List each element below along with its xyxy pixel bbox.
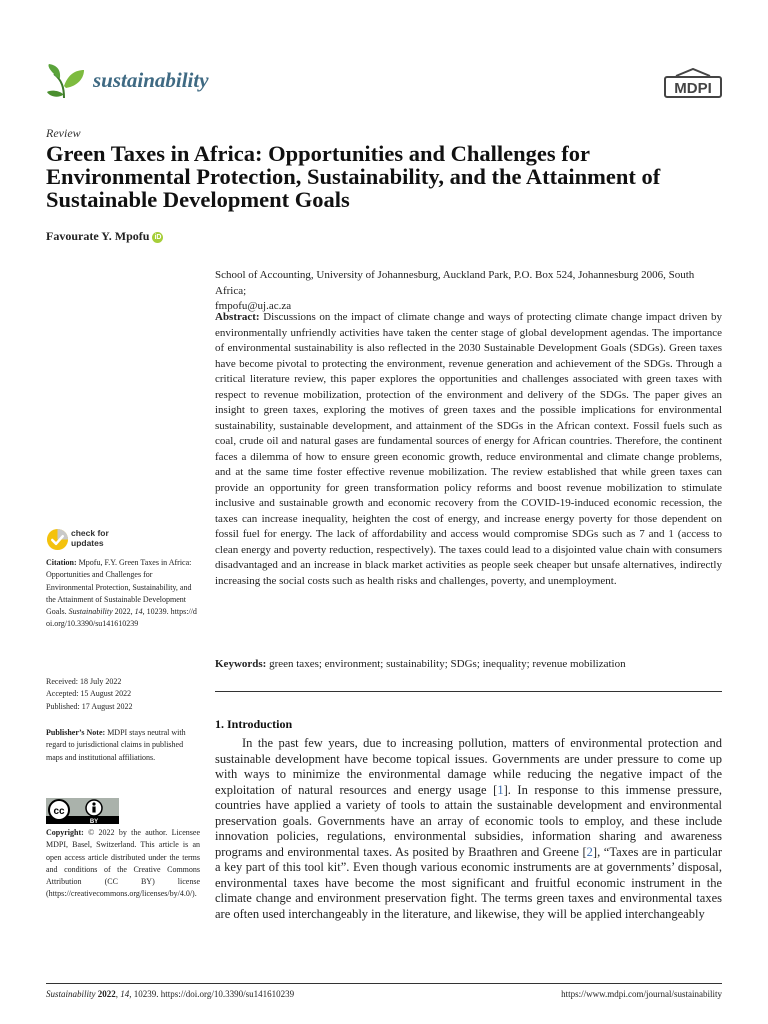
affiliation-address: School of Accounting, University of Johannesburg, Auckland Park, P.O. Box 524, Johannesburg 2006, South Africa;: [215, 269, 695, 297]
orcid-icon[interactable]: iD: [154, 234, 162, 241]
citation-article-number: 10239.: [146, 607, 169, 617]
cc-mark: cc: [53, 806, 65, 817]
copyright-label: Copyright:: [46, 828, 84, 837]
sustainability-leaf-icon: [46, 64, 86, 100]
check-line-1: check for: [71, 528, 109, 538]
abstract-text: Discussions on the impact of climate change and ways of protecting climate change impact driven by environmentally unfriendly activities have taken the center stage of global development agendas. The importance of environmental sustainability is also reflected in the 2030 Sustainable Development Goals (SDGs). Green taxes have become pivotal to protecting the environment, revenue generation and achievement of the SDGs. Through a critical literature review, this paper explores the opportunities and challenges associated with green taxes with respect to revenue mobilization, protection of the environment and delivery of the SDGs. The paper gives an insight to green taxes, exploring the motives of green taxes and the possible implications for environmental sustainability, sustainable development, and attainment of the SDGs in the African context. Fossil fuels such as coal, crude oil and natural gases are fundamental sources of energy for African countries. Therefore, the continent faces a dilemma of how to ensure green economic growth, reduce environmental and climate change problems, and at the same time foster effective revenue mobilization. The review established that while green taxes can provide an opportunity for green transformation policy reforms and boost revenue mobilization to stimulate inclusive and sustainable growth and economic recovery from the COVID-19-induced economic recession, the taxes can increase inequality, heighten the cost of energy, and increase energy poverty for those dependent on fossil fuel for energy. The lack of affordability and access would compromise SDGs such as 7 and 1 (access to clean energy and poverty reduction, respectively). The taxes could lead to a disjointed value chain with consumers disadvantaged and an increase in black market activities as people seek cheaper but unsafe alternatives, indirectly increasing the social costs such as health risks and challenges, poverty, and unemployment.: [215, 311, 722, 587]
citation-year: 2022: [114, 607, 131, 617]
footer-volume: 14: [120, 989, 130, 999]
footer-doi-link[interactable]: 10239. https://doi.org/10.3390/su141610239: [133, 989, 295, 999]
intro-text-a: In the past few years, due to increasing pollution, matters of environmental protection and sustainable development have become topical issues. Governments are under pressure to come up with ways to minimize the environmental damage while reducing the negative impact of the exploitation of natural resources and energy usage [: [215, 736, 722, 797]
journal-name: sustainability: [93, 68, 209, 92]
citation-journal: Sustainability: [68, 607, 113, 617]
keywords: [215, 657, 722, 673]
publishers-note-text: MDPI stays neutral with regard to jurisdictional claims in published maps and institutional affiliations.: [46, 728, 186, 762]
check-for-updates-icon: [46, 528, 69, 551]
check-for-updates-button[interactable]: [46, 528, 156, 552]
section-divider: [215, 691, 722, 692]
check-line-2: updates: [71, 537, 104, 548]
author-name[interactable]: Favourate Y. Mpofu: [46, 229, 150, 243]
citation-link-2[interactable]: 2: [586, 844, 593, 859]
publishers-note-label: Publisher’s Note:: [46, 728, 106, 737]
footer-year: 2022: [97, 989, 116, 999]
mdpi-logo-text: MDPI: [674, 80, 712, 97]
section-heading-introduction: 1. Introduction: [215, 717, 293, 731]
keywords-text: green taxes; environment; sustainability; SDGs; inequality; revenue mobilization: [269, 658, 626, 670]
citation-label: Citation:: [46, 558, 77, 567]
citation-doi-link[interactable]: https://doi.org/10.3390/su141610239: [46, 607, 197, 629]
article-type: Review: [46, 126, 81, 140]
abstract: [215, 310, 722, 589]
citation-link-1[interactable]: 1: [497, 782, 504, 797]
introduction-paragraph: [215, 736, 722, 923]
keywords-label: Keywords:: [215, 658, 267, 670]
footer-journal: Sustainability: [46, 989, 96, 999]
author-email[interactable]: fmpofu@uj.ac.za: [215, 300, 292, 312]
citation-volume: 14: [134, 607, 143, 617]
published-date: Published: 17 August 2022: [46, 701, 133, 711]
publishers-note: [46, 727, 200, 764]
author-line: [46, 229, 163, 244]
copyright-text: © 2022 by the author. Licensee MDPI, Basel, Switzerland. This article is an open access article distributed under the terms and conditions of the Creative Commons Attribution (CC BY) license (https://creativecommons.org/licenses/by/4.0/).: [46, 828, 200, 899]
intro-text-b: ]. In response to this immense pressure, countries have applied a variety of tools to attain the sustainable development and environmental preservation goals. Governments have an array of economic tools to employ, and these include innovation policies, regulations, environmental subsidies, information sharing and awareness programs and environmental taxes. As posited by Braathren and Greene [: [215, 782, 722, 859]
check-for-updates-label: [71, 529, 109, 548]
affiliation: [215, 268, 722, 315]
received-date: Received: 18 July 2022: [46, 677, 122, 686]
article-title: Green Taxes in Africa: Opportunities and Challenges for Environmental Protection, Sustainability, and the Attainment of Sustainable Development Goals: [46, 141, 661, 212]
intro-text-c: ], “Taxes are in particular a key part of this tool kit”. Even though various economic instruments are at governments’ disposal, environmental taxes have become the most significant and fruitful economic instrument in the climate change and environment preservation fight. The terms green taxes and environmental taxes are often used interchangeably in the literature, and likewise, they will be applied interchangeably: [215, 844, 722, 922]
citation-text: Mpofu, F.Y. Green Taxes in Africa: Opportunities and Challenges for Environmental Protection, Sustainability, and the Attainment of Sustainable Development Goals.: [46, 558, 192, 617]
copyright-notice: [46, 827, 200, 901]
footer-divider: [46, 983, 722, 984]
accepted-date: Accepted: 15 August 2022: [46, 689, 132, 699]
abstract-label: Abstract:: [215, 311, 260, 323]
by-mark: BY: [89, 819, 99, 824]
introduction-body: [215, 736, 722, 923]
publication-dates: [46, 676, 200, 713]
cc-by-license-icon[interactable]: [46, 798, 119, 824]
citation-block: Citation: Mpofu, F.Y. Green Taxes in Africa: Opportunities and Challenges for Environmental Protection, Sustainability, and the Attainment of Sustainable Development Goals. Sustainability 2022, 14, 10239. https://doi.org/10.3390/su141610239: [46, 558, 197, 629]
mdpi-logo-icon: [664, 68, 722, 100]
footer-citation: Sustainability 2022, 14, 10239. https://doi.org/10.3390/su141610239: [46, 989, 295, 999]
footer-journal-url[interactable]: https://www.mdpi.com/journal/sustainability: [561, 989, 722, 999]
